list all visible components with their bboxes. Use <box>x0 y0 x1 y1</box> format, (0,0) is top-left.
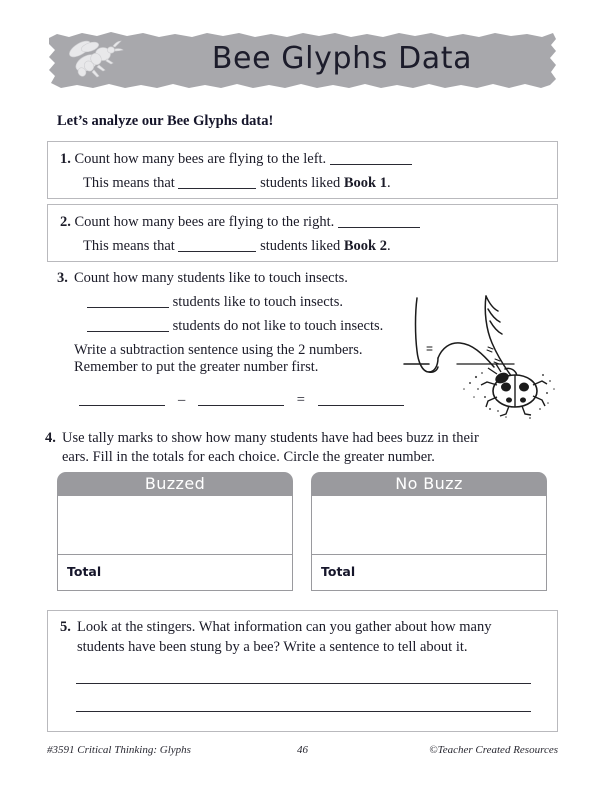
tally-header-no-buzz: No Buzz <box>311 472 547 496</box>
tally-table-buzzed <box>57 472 293 592</box>
bee-icon <box>63 37 125 83</box>
question-3-instruction-2: Remember to put the greater number first. <box>74 359 319 375</box>
question-5-box <box>47 610 558 732</box>
question-5-line-2: students have been stung by a bee? Write a sentence to tell about it. <box>77 639 468 655</box>
question-2-line2-mid: students liked <box>260 238 341 254</box>
tally-total-label-buzzed: Total <box>67 564 102 579</box>
question-1-answer-blank[interactable] <box>330 164 412 165</box>
question-3-line-3 <box>87 318 383 335</box>
question-2-line2-prefix: This means that <box>83 238 175 254</box>
question-1-line-1 <box>60 148 412 170</box>
question-5-answer-line-2[interactable] <box>76 711 531 712</box>
question-2-text: Count how many bees are flying to the right. <box>74 214 335 230</box>
header-banner <box>47 29 558 92</box>
equals-sign: = <box>296 392 305 408</box>
question-1-text: Count how many bees are flying to the left. <box>74 151 327 167</box>
footer-right: ©Teacher Created Resources <box>429 744 558 756</box>
question-3-eq-blank-2[interactable] <box>198 405 284 406</box>
intro-text: Let’s analyze our Bee Glyphs data! <box>57 113 274 129</box>
question-1-box <box>47 141 558 199</box>
question-1-count-blank[interactable] <box>178 188 256 189</box>
question-1-period: . <box>386 175 391 191</box>
tally-total-row-buzzed[interactable] <box>57 555 293 591</box>
question-3-eq-blank-3[interactable] <box>318 405 404 406</box>
footer-left: #3591 Critical Thinking: Glyphs <box>47 744 191 756</box>
question-1-line-2 <box>83 172 391 194</box>
question-3-instruction-1: Write a subtraction sentence using the 2 numbers. <box>74 342 363 358</box>
question-1-book-label: Book 1 <box>343 175 387 191</box>
tally-table-no-buzz <box>311 472 547 592</box>
question-3-dislike-blank[interactable] <box>87 331 169 332</box>
question-1-number: 1. <box>60 151 71 167</box>
tally-area-no-buzz[interactable] <box>311 496 547 555</box>
question-4-number: 4. <box>45 430 56 446</box>
tally-tables <box>57 472 547 592</box>
question-5-number: 5. <box>60 619 71 635</box>
question-3-eq-blank-1[interactable] <box>79 405 165 406</box>
question-3-like-text: students like to touch insects. <box>172 294 343 310</box>
question-1-line2-mid: students liked <box>260 175 341 191</box>
question-2-answer-blank[interactable] <box>338 227 420 228</box>
question-5-line-1: Look at the stingers. What information can you gather about how many <box>77 619 492 635</box>
question-2-period: . <box>386 238 391 254</box>
footer-page-number: 46 <box>297 744 308 756</box>
tally-header-buzzed: Buzzed <box>57 472 293 496</box>
page-title: Bee Glyphs Data <box>211 41 473 76</box>
tally-total-row-no-buzz[interactable] <box>311 555 547 591</box>
question-2-number: 2. <box>60 214 71 230</box>
question-3-number: 3. <box>57 270 68 286</box>
question-3-like-blank[interactable] <box>87 307 169 308</box>
question-4-line-1: Use tally marks to show how many students have had bees buzz in their <box>62 430 479 446</box>
question-2-count-blank[interactable] <box>178 251 256 252</box>
hand-touching-ladybug-illustration <box>402 285 567 420</box>
question-2-line-2 <box>83 235 391 257</box>
question-1-line2-prefix: This means that <box>83 175 175 191</box>
tally-total-label-no-buzz: Total <box>321 564 356 579</box>
question-3-prompt: Count how many students like to touch insects. <box>74 270 348 286</box>
question-3-dislike-text: students do not like to touch insects. <box>172 318 384 334</box>
minus-sign: – <box>178 392 186 408</box>
question-3-equation-row <box>79 392 404 409</box>
question-2-line-1 <box>60 211 420 233</box>
question-5-answer-line-1[interactable] <box>76 683 531 684</box>
tally-area-buzzed[interactable] <box>57 496 293 555</box>
question-2-book-label: Book 2 <box>343 238 387 254</box>
question-3-line-2 <box>87 294 343 311</box>
question-4-line-2: ears. Fill in the totals for each choice. Circle the greater number. <box>62 449 435 465</box>
question-2-box <box>47 204 558 262</box>
